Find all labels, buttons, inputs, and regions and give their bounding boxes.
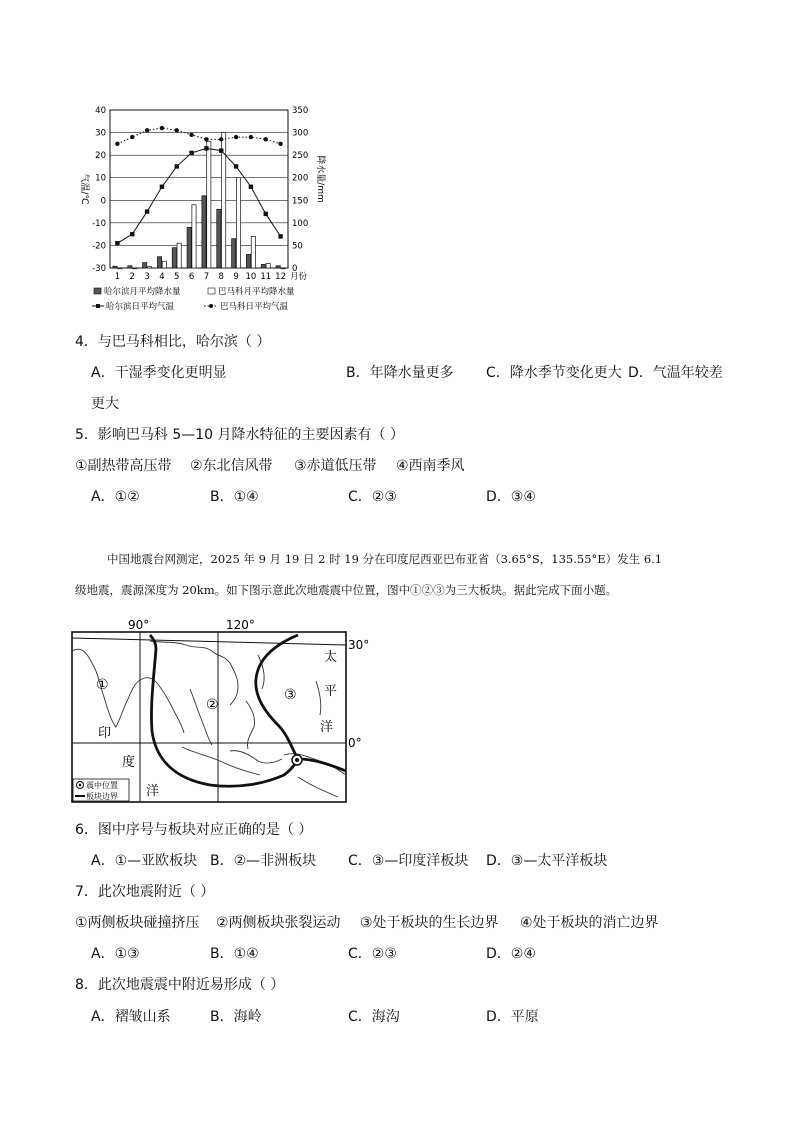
x-tick: 3: [144, 272, 150, 282]
x-tick: 11: [260, 272, 272, 282]
y-left-tick: -10: [92, 218, 106, 229]
bar-bamako: [192, 205, 196, 268]
indian-char-2: 度: [122, 755, 136, 770]
bar-harbin: [128, 266, 132, 268]
q4-option-b[interactable]: B．年降水量更多: [346, 365, 454, 381]
point-bamako-temp: [204, 137, 208, 141]
y-left-tick: -20: [92, 241, 106, 252]
y-right-tick: 300: [292, 128, 309, 139]
bar-harbin: [113, 266, 117, 268]
x-tick: 7: [203, 272, 210, 282]
lat-label-0: 0°: [348, 736, 362, 750]
bar-bamako: [281, 268, 285, 269]
bar-harbin: [157, 257, 161, 268]
line-harbin-temp: [117, 148, 280, 243]
epicenter-marker: [292, 755, 302, 765]
point-harbin-temp: [175, 164, 179, 168]
plot-frame: [110, 110, 288, 268]
bar-harbin: [143, 263, 147, 268]
point-harbin-temp: [219, 148, 223, 152]
point-bamako-temp: [189, 133, 193, 137]
x-tick: 2: [129, 272, 135, 282]
x-tick: 6: [188, 272, 195, 282]
y-right-tick: 350: [292, 106, 309, 116]
q7-stem: 7．此次地震附近（ ）: [75, 884, 215, 900]
q6-option-d[interactable]: D．③—太平洋板块: [486, 853, 608, 869]
legend-boundary-text: 板块边界: [86, 792, 118, 801]
q5-factor-1: ①副热带高压带: [75, 458, 172, 474]
bar-bamako: [162, 261, 166, 268]
q6-option-a[interactable]: A．①—亚欧板块: [91, 853, 198, 869]
bar-harbin: [232, 239, 236, 268]
y-right-tick: 50: [292, 241, 303, 252]
x-tick: 9: [233, 272, 239, 282]
point-bamako-temp: [234, 135, 238, 139]
q5-option-d[interactable]: D．③④: [486, 489, 536, 505]
bar-bamako: [177, 243, 181, 268]
y-left-tick: 40: [95, 106, 106, 116]
q5-option-c[interactable]: C．②③: [348, 489, 397, 505]
q8-option-b[interactable]: B．海岭: [210, 1009, 262, 1025]
bar-bamako: [133, 268, 137, 269]
bar-bamako: [251, 236, 255, 268]
point-harbin-temp: [278, 234, 282, 238]
x-tick: 4: [159, 272, 165, 282]
point-harbin-temp: [145, 209, 149, 213]
q6-option-c[interactable]: C．③—印度洋板块: [348, 853, 469, 869]
bar-harbin: [172, 248, 176, 268]
lon-label-120: 120°: [226, 618, 255, 632]
y-right-tick: 150: [292, 196, 309, 207]
legend-icon-harbin-precip: [94, 288, 101, 294]
bar-harbin: [246, 254, 250, 268]
q7-option-d[interactable]: D．②④: [486, 946, 536, 962]
q5-factor-3: ③赤道低压带: [294, 458, 377, 474]
q7-option-b[interactable]: B．①④: [210, 946, 259, 962]
legend-epicenter-text: 震中位置: [86, 781, 118, 790]
y-left-tick: 10: [95, 173, 106, 184]
q5-factor-4: ④西南季风: [396, 458, 465, 474]
point-bamako-temp: [278, 142, 282, 146]
bar-bamako: [236, 178, 240, 268]
y-left-tick: 20: [95, 151, 106, 162]
point-harbin-temp: [249, 185, 253, 189]
point-bamako-temp: [219, 137, 223, 141]
q6-option-b[interactable]: B．②—非洲板块: [210, 853, 317, 869]
point-bamako-temp: [145, 128, 149, 132]
q4-option-c[interactable]: C．降水季节变化更大: [486, 365, 622, 381]
x-tick: 10: [245, 272, 257, 282]
point-bamako-temp: [249, 135, 253, 139]
q7-factor-2: ②两侧板块张裂运动: [216, 915, 341, 931]
indian-char-1: 印: [98, 726, 112, 741]
bar-harbin: [202, 196, 206, 268]
q5-stem: 5．影响巴马科 5—10 月降水特征的主要因素有（ ）: [75, 427, 404, 443]
q7-option-a[interactable]: A．①③: [91, 946, 140, 962]
y-right-tick: 0: [292, 264, 298, 274]
point-harbin-temp: [204, 146, 208, 150]
bar-harbin: [276, 266, 280, 268]
x-tick: 1: [114, 272, 121, 282]
q8-option-a[interactable]: A．褶皱山系: [91, 1009, 171, 1025]
map-frame: [72, 632, 346, 802]
q7-factor-1: ①两侧板块碰撞挤压: [75, 915, 200, 931]
passage-line-2: 级地震，震源深度为 20km。如下图示意此次地震震中位置，图中①②③为三大板块。据此完成下面小题。: [75, 583, 618, 597]
lat-label-30: 30°: [348, 638, 370, 652]
point-harbin-temp: [189, 151, 193, 155]
point-harbin-temp: [160, 185, 164, 189]
y-left-tick: -30: [92, 264, 106, 274]
q4-option-d-cont: 更大: [91, 396, 119, 412]
point-harbin-temp: [264, 212, 268, 216]
bar-bamako: [207, 142, 211, 268]
y-right-title: 降水量/mm: [315, 155, 325, 203]
bar-bamako: [118, 268, 122, 269]
lon-label-90: 90°: [128, 618, 150, 632]
passage-line-1: 中国地震台网测定，2025 年 9 月 19 日 2 时 19 分在印度尼西亚巴布亚省（3.65°S，135.55°E）发生 6.1: [107, 552, 663, 566]
plate-map: [70, 615, 390, 805]
q5-option-a[interactable]: A．①②: [91, 489, 140, 505]
q7-option-c[interactable]: C．②③: [348, 946, 397, 962]
point-bamako-temp: [264, 137, 268, 141]
plate-label-2: ②: [206, 697, 219, 713]
x-tick: 12: [275, 272, 286, 282]
point-bamako-temp: [160, 126, 164, 130]
pacific-char-1: 太: [324, 650, 338, 665]
q4-option-a[interactable]: A．干湿季变化更明显: [91, 365, 227, 381]
pacific-char-3: 洋: [320, 720, 334, 735]
legend-marker-harbin-temp: [96, 304, 100, 308]
point-bamako-temp: [175, 128, 179, 132]
q8-option-d[interactable]: D．平原: [486, 1009, 539, 1025]
q5-factor-2: ②东北信风带: [190, 458, 273, 474]
bar-harbin: [217, 209, 221, 268]
q4-option-d[interactable]: D．气温年较差: [628, 365, 723, 381]
q5-option-b[interactable]: B．①④: [210, 489, 259, 505]
bar-bamako: [266, 263, 270, 268]
q7-factor-4: ④处于板块的消亡边界: [520, 915, 659, 931]
line-bamako-temp: [117, 128, 280, 144]
bar-harbin: [187, 227, 191, 268]
y-right-tick: 200: [292, 173, 309, 184]
point-harbin-temp: [115, 241, 119, 245]
bar-bamako: [147, 267, 151, 268]
point-bamako-temp: [130, 135, 134, 139]
y-right-tick: 100: [292, 218, 309, 229]
y-right-tick: 250: [292, 151, 309, 162]
q8-option-c[interactable]: C．海沟: [348, 1009, 400, 1025]
bar-harbin: [261, 264, 265, 268]
climate-chart: [70, 104, 330, 320]
x-tick: 8: [218, 272, 224, 282]
point-bamako-temp: [115, 142, 119, 146]
legend-text-harbin-temp: 哈尔滨日平均气温: [106, 302, 175, 312]
legend-text-harbin-precip: 哈尔滨月平均降水量: [104, 287, 181, 297]
point-harbin-temp: [130, 232, 134, 236]
legend-text-bamako-temp: 巴马科日平均气温: [220, 302, 289, 312]
q7-factor-3: ③处于板块的生长边界: [360, 915, 499, 931]
point-harbin-temp: [234, 164, 238, 168]
q4-stem: 4．与巴马科相比，哈尔滨（ ）: [75, 334, 271, 350]
indian-char-3: 洋: [146, 784, 160, 799]
legend-icon-bamako-precip: [208, 288, 215, 294]
x-tick: 5: [174, 272, 180, 282]
q8-stem: 8．此次地震震中附近易形成（ ）: [75, 977, 285, 993]
plate-label-1: ①: [96, 677, 109, 693]
pacific-char-2: 平: [324, 684, 338, 699]
x-unit-label: 月份: [290, 272, 308, 282]
q6-stem: 6．图中序号与板块对应正确的是（ ）: [75, 822, 313, 838]
y-left-title: 气温/℃: [79, 173, 89, 205]
y-left-tick: 0: [100, 196, 106, 207]
legend-marker-bamako-temp: [209, 304, 213, 308]
plate-label-3: ③: [284, 687, 297, 703]
legend-text-bamako-precip: 巴马科月平均降水量: [218, 287, 295, 297]
y-left-tick: 30: [95, 128, 106, 139]
